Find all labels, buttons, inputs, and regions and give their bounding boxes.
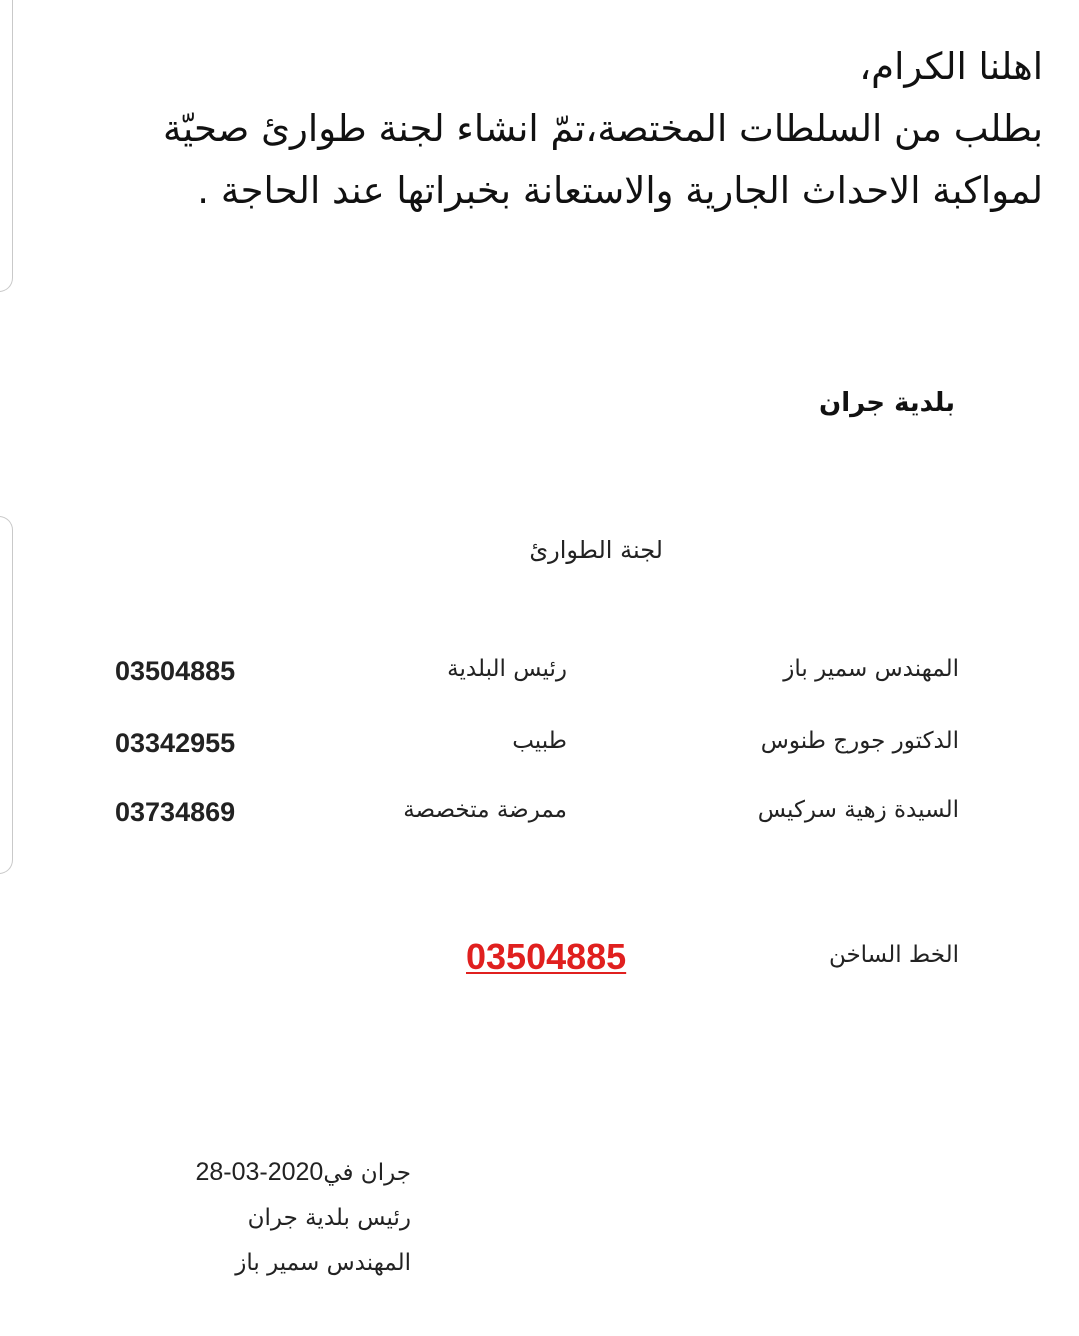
hotline-label: الخط الساخن	[828, 942, 959, 968]
municipality-title: بلدية جران	[819, 388, 955, 418]
left-edge-bracket-top	[0, 0, 13, 292]
member-role: رئيس البلدية	[447, 656, 567, 682]
signature-place: جران في	[323, 1160, 411, 1186]
signature-name: المهندس سمير باز	[235, 1250, 411, 1276]
member-row	[0, 728, 1079, 768]
member-row	[0, 656, 1079, 696]
member-role: ممرضة متخصصة	[403, 797, 567, 823]
signature-title: رئيس بلدية جران	[247, 1205, 411, 1231]
intro-message	[63, 36, 1043, 222]
member-phone: 03734869	[115, 797, 236, 827]
intro-line-3: لمواكبة الاحداث الجارية والاستعانة بخبراتها عند الحاجة .	[197, 169, 1043, 212]
intro-line-2: بطلب من السلطات المختصة،تمّ انشاء لجنة طوارئ صحيّة	[163, 107, 1043, 150]
committee-title: لجنة الطوارئ	[529, 536, 663, 564]
member-name: المهندس سمير باز	[783, 656, 959, 682]
signature-block	[148, 1150, 411, 1286]
member-role: طبيب	[512, 728, 567, 754]
member-phone: 03504885	[115, 656, 236, 686]
member-phone: 03342955	[115, 728, 236, 758]
hotline-number[interactable]: 03504885	[466, 936, 627, 977]
member-row	[0, 797, 1079, 837]
signature-date: 28-03-2020	[195, 1158, 324, 1186]
intro-greeting: اهلنا الكرام،	[859, 45, 1043, 88]
member-name: السيدة زهية سركيس	[757, 797, 959, 823]
member-name: الدكتور جورج طنوس	[760, 728, 959, 754]
signature-place-date	[148, 1150, 411, 1196]
